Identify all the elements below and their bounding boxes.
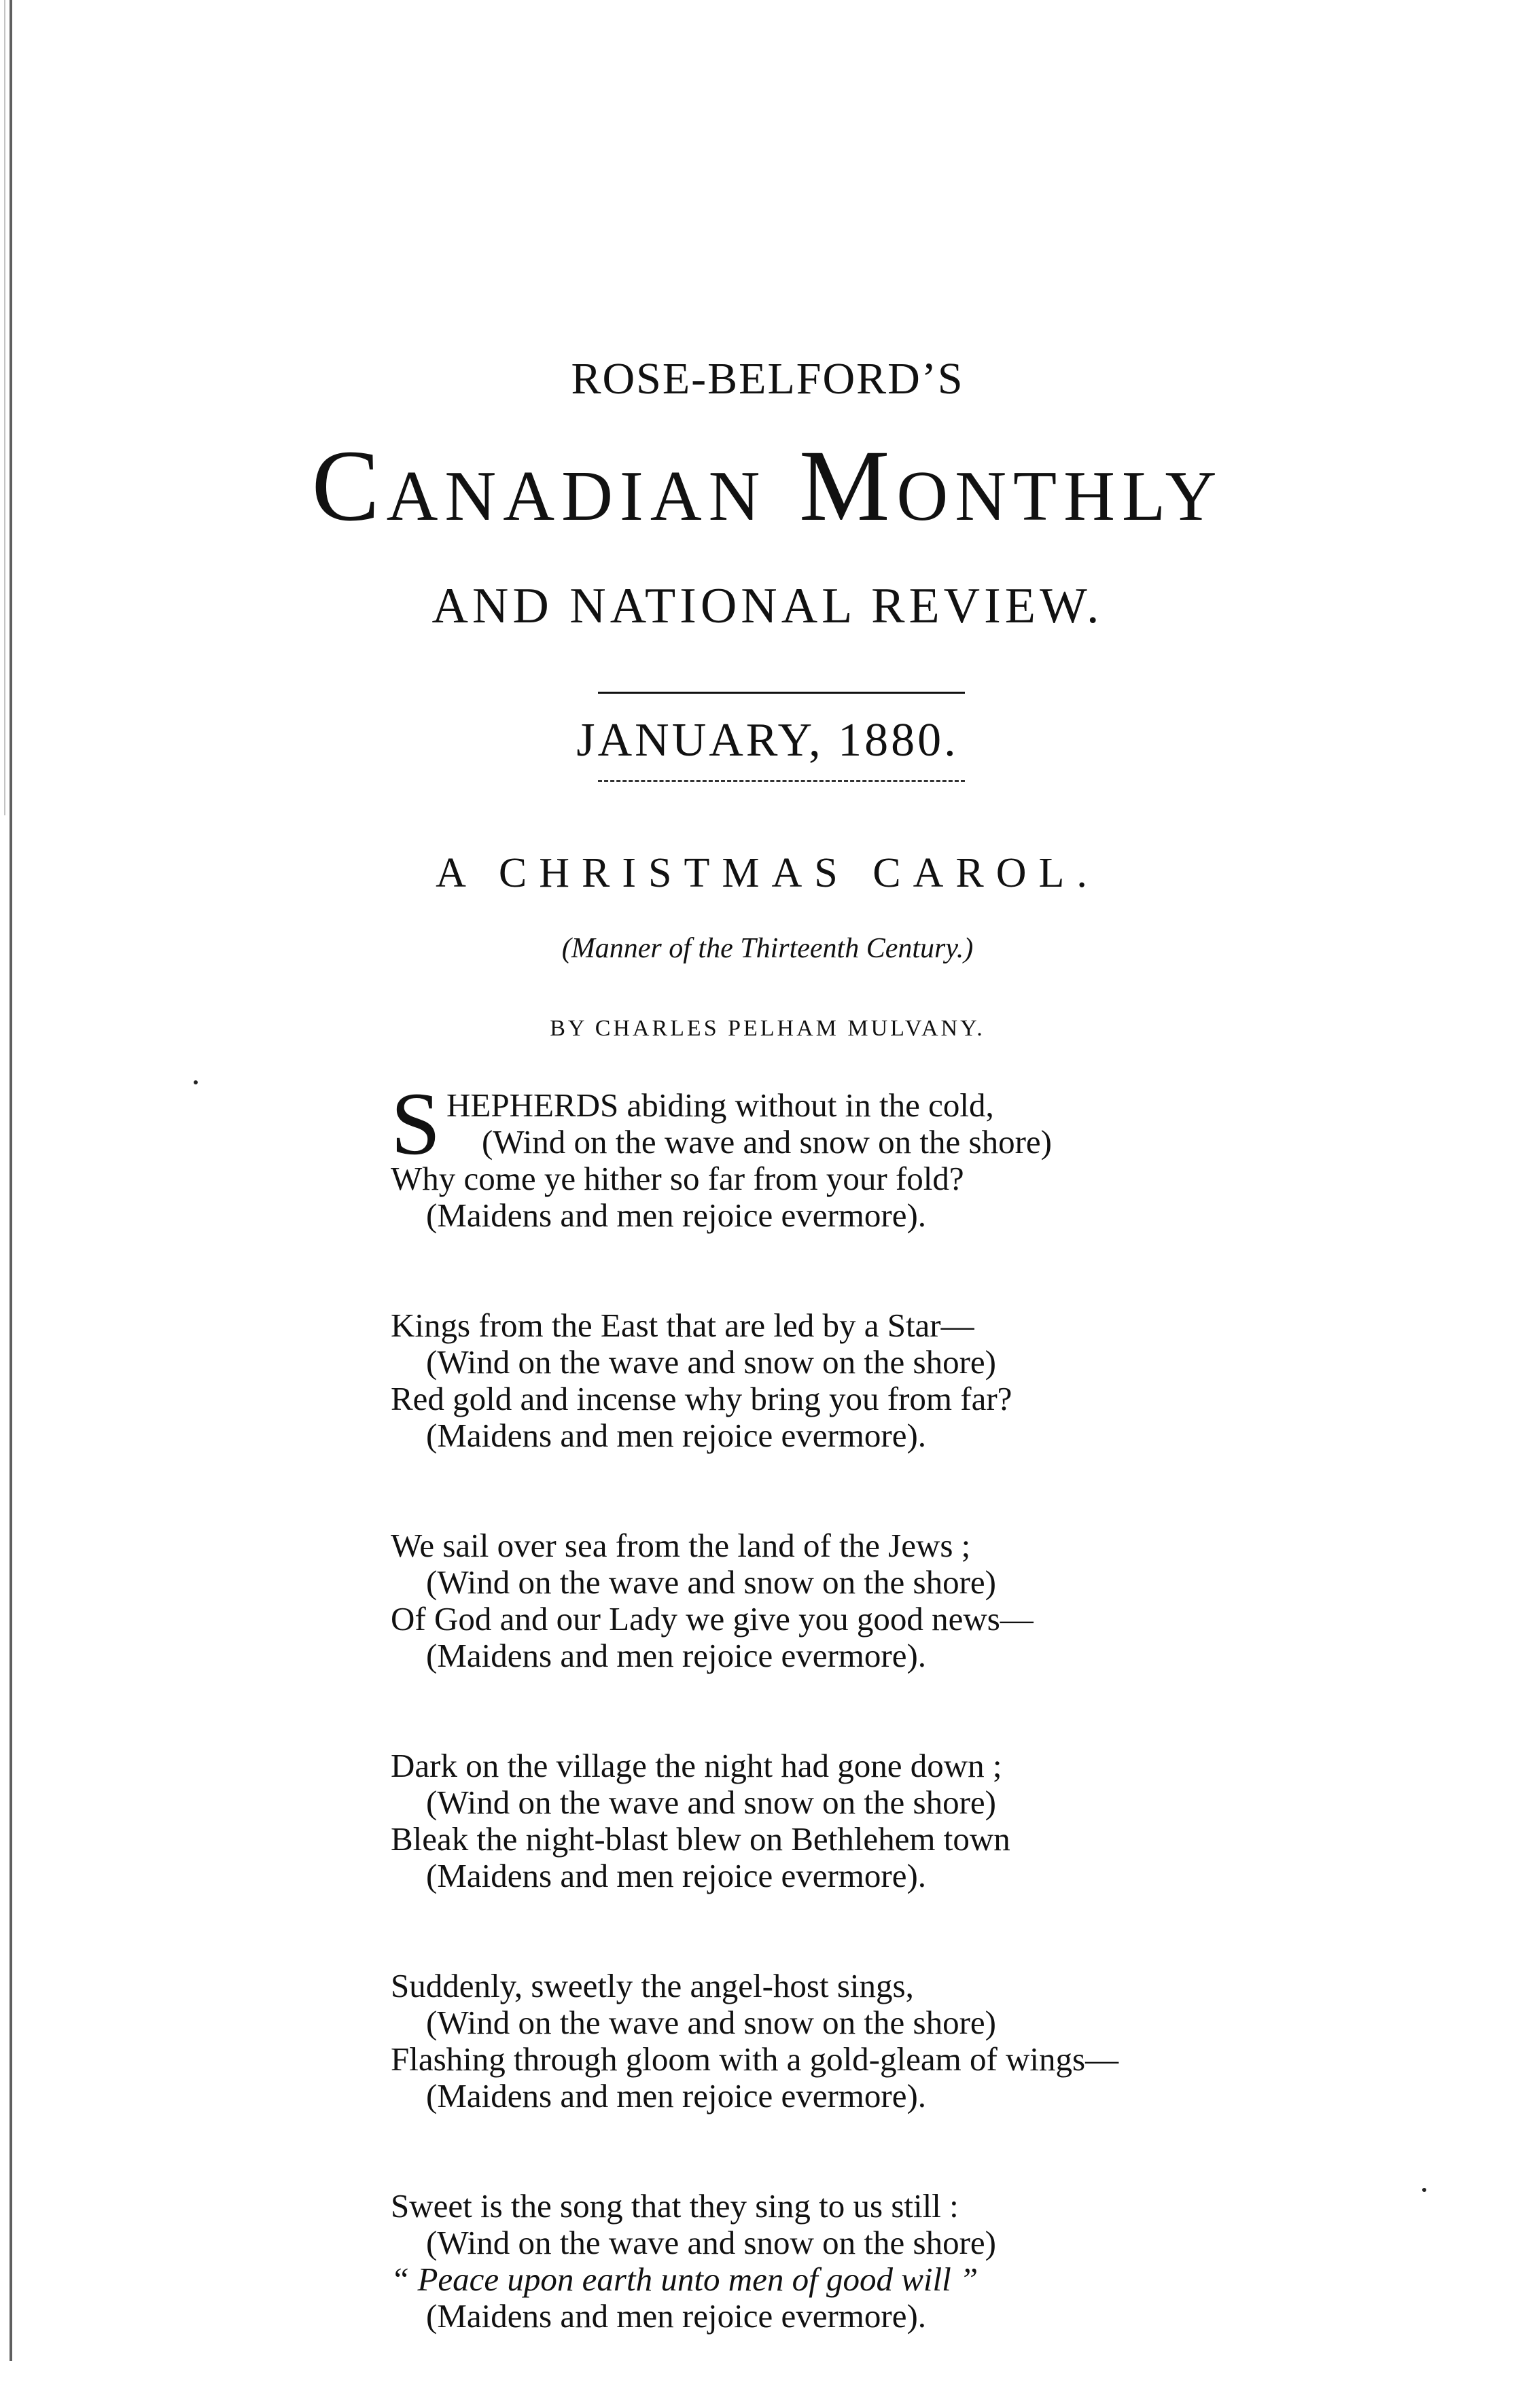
poem-stanza-4 — [391, 1748, 1240, 1894]
poem-refrain-line: (Maidens and men rejoice evermore). — [426, 1857, 927, 1894]
poem-refrain-line: (Maidens and men rejoice evermore). — [426, 1637, 927, 1674]
poem-body — [391, 1074, 1240, 2408]
poem-stanza-5 — [391, 1968, 1240, 2114]
poem-line: Bleak the night-blast blew on Bethlehem town — [391, 1820, 1010, 1858]
poem-line: Dark on the village the night had gone down ; — [391, 1747, 1002, 1784]
poem-refrain-line: (Maidens and men rejoice evermore). — [426, 1417, 927, 1454]
poem-refrain-line: (Maidens and men rejoice evermore). — [426, 1197, 927, 1234]
poem-stanza-2 — [391, 1307, 1240, 1454]
print-speck — [1422, 2188, 1426, 2192]
page-binding-shadow — [4, 0, 5, 815]
publisher-name: ROSE-BELFORD’S — [571, 354, 964, 404]
poem-line: We sail over sea from the land of the Jews ; — [391, 1527, 971, 1564]
poem-line: Suddenly, sweetly the angel-host sings, — [391, 1967, 914, 2004]
author-byline: BY CHARLES PELHAM MULVANY. — [550, 1016, 985, 1041]
magazine-subtitle: AND NATIONAL REVIEW. — [431, 578, 1104, 634]
poem-refrain-line: (Wind on the wave and snow on the shore) — [426, 1784, 996, 1821]
poem-stanza-1 — [391, 1074, 1240, 1234]
divider-rule-bottom — [598, 780, 965, 782]
poem-refrain-line: (Wind on the wave and snow on the shore) — [426, 2224, 996, 2261]
print-speck — [194, 1080, 198, 1084]
divider-rule-top — [598, 692, 965, 694]
poem-line: HEPHERDS abiding without in the cold, — [446, 1086, 994, 1124]
poem-line: Sweet is the song that they sing to us still : — [391, 2187, 959, 2225]
poem-line: Of God and our Lady we give you good news— — [391, 1600, 1034, 1637]
poem-refrain-line: (Wind on the wave and snow on the shore) — [426, 1563, 996, 1601]
issue-date: JANUARY, 1880. — [576, 714, 959, 766]
poem-stanza-3 — [391, 1527, 1240, 1674]
poem-refrain-line: (Wind on the wave and snow on the shore) — [482, 1123, 1052, 1161]
poem-line: Flashing through gloom with a gold-gleam of wings— — [391, 2040, 1119, 2078]
magazine-title: Canadian Monthly — [311, 429, 1224, 542]
poem-stanza-6 — [391, 2188, 1240, 2335]
poem-quoted-line: “ Peace upon earth unto men of good will ” — [391, 2261, 978, 2298]
poem-refrain-line: (Wind on the wave and snow on the shore) — [426, 2004, 996, 2041]
drop-cap-letter: S — [391, 1074, 441, 1173]
poem-refrain-line: (Maidens and men rejoice evermore). — [426, 2077, 927, 2114]
poem-subtitle: (Manner of the Thirteenth Century.) — [561, 933, 974, 964]
poem-line: Why come ye hither so far from your fold? — [391, 1160, 964, 1197]
poem-refrain-line: (Maidens and men rejoice evermore). — [426, 2297, 927, 2335]
poem-refrain-line: (Wind on the wave and snow on the shore) — [426, 1343, 996, 1381]
poem-line: Kings from the East that are led by a Star— — [391, 1307, 974, 1344]
poem-title: A CHRISTMAS CAROL. — [436, 850, 1099, 896]
poem-line: Red gold and incense why bring you from far? — [391, 1380, 1012, 1417]
